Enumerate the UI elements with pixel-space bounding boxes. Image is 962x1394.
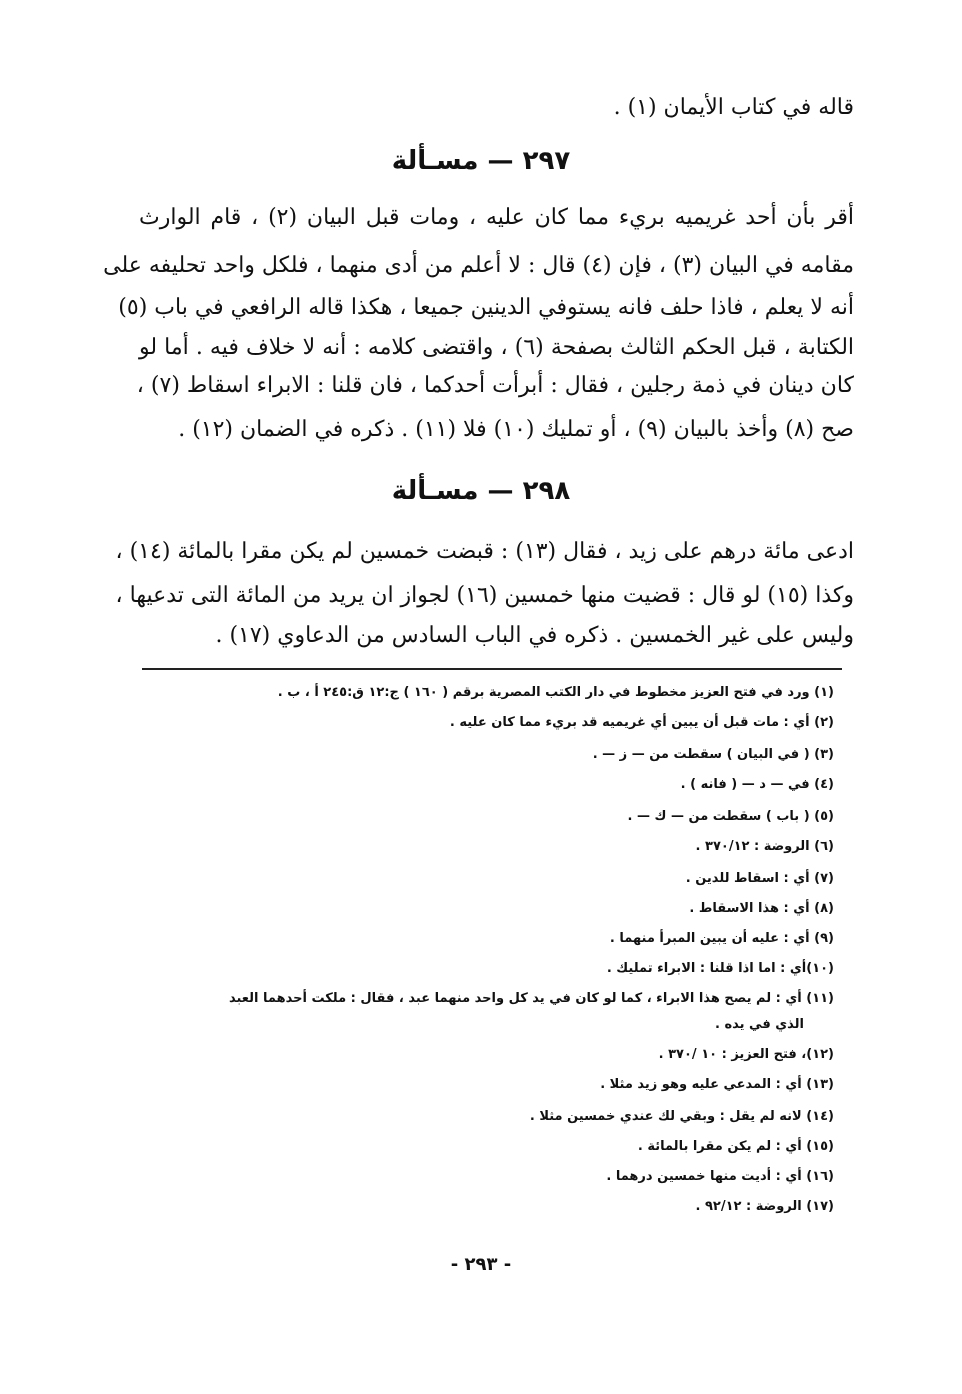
- footnote-continuation: الذي في يده .: [714, 1017, 804, 1032]
- footnote: (١٧) الروضة : ٩٢/١٢ .: [695, 1199, 834, 1214]
- paragraph-line: مقامه في البيان (٣) ، فإن (٤) قال : لا أعلم من أدى منهما ، فلكل واحد تحليفه على: [103, 253, 854, 278]
- paragraph-line: وليس على غير الخمسين . ذكره في الباب السادس من الدعاوي (١٧) .: [215, 623, 854, 648]
- footnote: (٥) ( باب ) سقطت من — ك — .: [627, 809, 834, 824]
- footnote: (٩) أي : عليه أن يبين المبرأ منهما .: [609, 931, 834, 946]
- paragraph-line: وكذا (١٥) لو قال : قضيت منها خمسين (١٦) لجواز ان يريد من المائة التى تدعيها ،: [115, 583, 854, 608]
- footnote: (٣) ( في البيان ) سقطت من — ز — .: [592, 747, 834, 762]
- paragraph-line: أنه لا يعلم ، فاذا حلف فانه يستوفي الدينين جميعا ، هكذا قاله الرافعي في باب (٥): [118, 295, 854, 320]
- footnote: (١) ورد في فتح العزيز مخطوط في دار الكتب المصرية برقم ( ١٦٠ ) ج:١٢ ق:٢٤٥ أ ، ب .: [277, 685, 834, 700]
- section-298-heading: ٢٩٨ — مسـألة: [391, 476, 571, 506]
- footnote: (٤) في — د — ( فانه ) .: [680, 777, 834, 792]
- footnote: (٧) أي : اسقاط للدين .: [685, 871, 834, 886]
- page-number: - ٢٩٣ -: [450, 1254, 512, 1275]
- paragraph-line: ادعى مائة درهم على زيد ، فقال (١٣) : قبضت خمسين لم يكن مقرا بالمائة (١٤) ،: [115, 539, 854, 564]
- paragraph-line: أقر بأن أحد غريميه بريء مما كان عليه ، ومات قبل البيان (٢) ، قام الوارث: [139, 205, 854, 230]
- footnote-divider: [142, 668, 842, 670]
- paragraph-line: صح (٨) وأخذ بالبيان (٩) ، أو تمليك (١٠) فلا (١١) . ذكره في الضمان (١٢) .: [178, 417, 854, 442]
- footnote: (٦) الروضة : ٣٧٠/١٢ .: [695, 839, 834, 854]
- footnote: (٨) أي : هذا الاسقاط .: [689, 901, 834, 916]
- intro-line: قاله في كتاب الأيمان (١) .: [613, 95, 854, 120]
- footnote: (٢) أي : مات قبل أن يبين أي غريميه قد بريء مما كان عليه .: [449, 715, 834, 730]
- footnote: (١٤) لانه لم يقل : وبقي لك عندي خمسين مثلا .: [529, 1109, 834, 1124]
- footnote: (١١) أي : لم يصح هذا الابراء ، كما لو كان في يد كل واحد منهما عبد ، فقال : ملكت أحدهما العبد: [228, 991, 834, 1006]
- footnote: (١٦) أي : أديت منها خمسين درهما .: [606, 1169, 834, 1184]
- paragraph-line: الكتابة ، قبل الحكم الثالث بصفحة (٦) ، واقتضى كلامه : أنه لا خلاف فيه . أما لو: [139, 335, 855, 360]
- footnote: (١٢)، فتح العزيز : ١٠ /٣٧٠ .: [658, 1047, 834, 1062]
- paragraph-line: كان دينان في ذمة رجلين ، فقال : أبرأت أحدكما ، فان قلنا : الابراء اسقاط (٧) ،: [136, 373, 854, 398]
- section-297-heading: ٢٩٧ — مسـألة: [391, 146, 571, 176]
- footnote: (١٠)أي : اما اذا قلنا : الابراء تمليك .: [606, 961, 834, 976]
- footnote: (١٣) أي : المدعي عليه وهو زيد مثلا .: [600, 1077, 834, 1092]
- footnote: (١٥) أي : لم يكن مقرا بالمائة .: [637, 1139, 834, 1154]
